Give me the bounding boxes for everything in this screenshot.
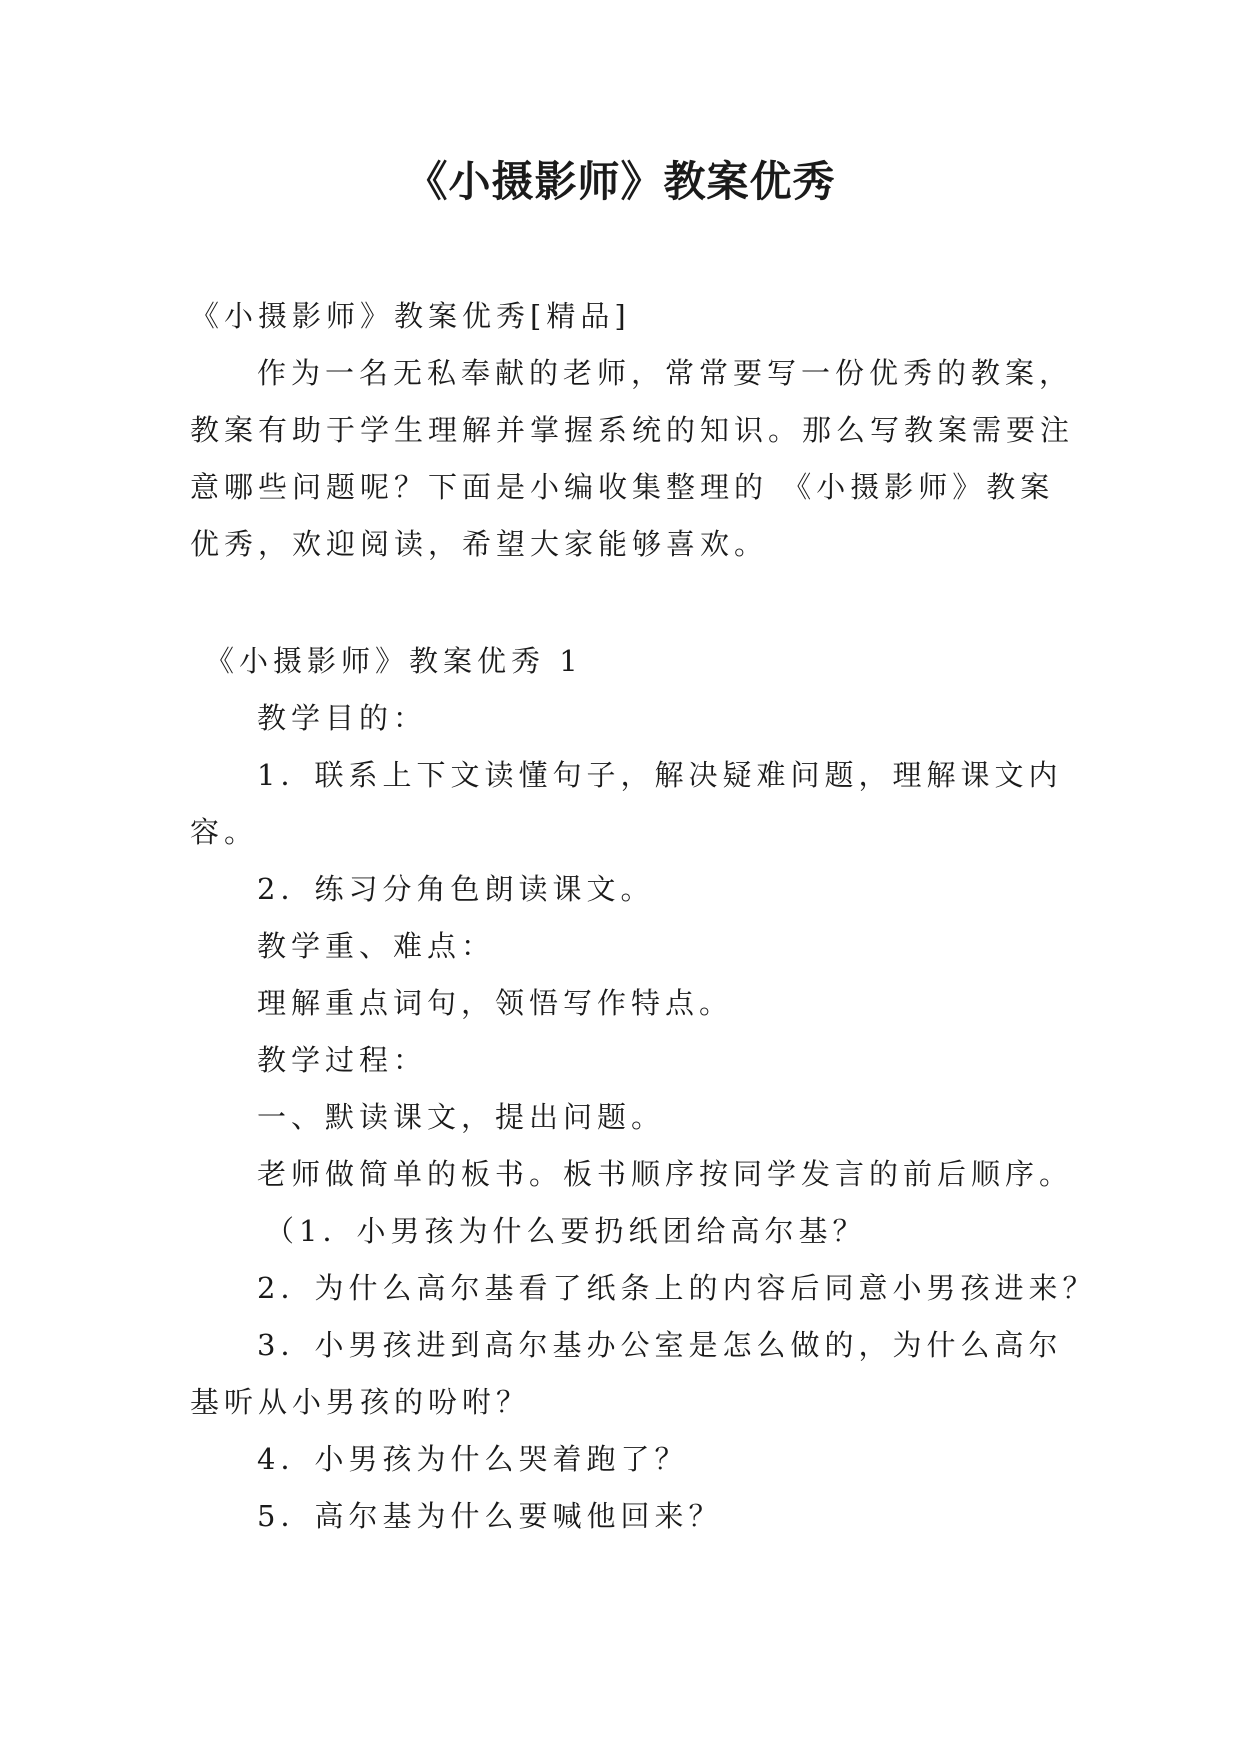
body-line: 基听从小男孩的吩咐？	[190, 1385, 531, 1419]
body-line: （1．小男孩为什么要扔纸团给高尔基？	[265, 1214, 867, 1248]
body-line: 教学目的：	[257, 701, 428, 735]
body-line: 2．为什么高尔基看了纸条上的内容后同意小男孩进来？	[257, 1271, 1097, 1305]
intro-line: 意哪些问题呢？下面是小编收集整理的 《小摄影师》教案	[190, 470, 1055, 504]
document-subtitle: 《小摄影师》教案优秀[精品]	[190, 299, 631, 333]
section-heading: 《小摄影师》教案优秀 1	[205, 644, 583, 678]
body-line: 容。	[190, 815, 259, 849]
intro-line: 作为一名无私奉献的老师，常常要写一份优秀的教案，	[257, 356, 1074, 390]
body-line: 5．高尔基为什么要喊他回来？	[257, 1499, 723, 1533]
intro-line: 教案有助于学生理解并掌握系统的知识。那么写教案需要注	[190, 413, 1075, 447]
body-line: 2．练习分角色朗读课文。	[257, 872, 655, 906]
body-line: 3．小男孩进到高尔基办公室是怎么做的，为什么高尔	[257, 1328, 1063, 1362]
body-line: 教学过程：	[257, 1043, 428, 1077]
body-line: 4．小男孩为什么哭着跑了？	[257, 1442, 689, 1476]
body-line: 老师做简单的板书。板书顺序按同学发言的前后顺序。	[257, 1157, 1074, 1191]
body-line: 一、默读课文，提出问题。	[257, 1100, 666, 1134]
intro-line: 优秀，欢迎阅读，希望大家能够喜欢。	[190, 527, 769, 561]
body-line: 教学重、难点：	[257, 929, 496, 963]
page-title: 《小摄影师》教案优秀	[405, 157, 836, 206]
body-line: 理解重点词句，领悟写作特点。	[257, 986, 734, 1020]
body-line: 1．联系上下文读懂句子，解决疑难问题，理解课文内	[257, 758, 1063, 792]
